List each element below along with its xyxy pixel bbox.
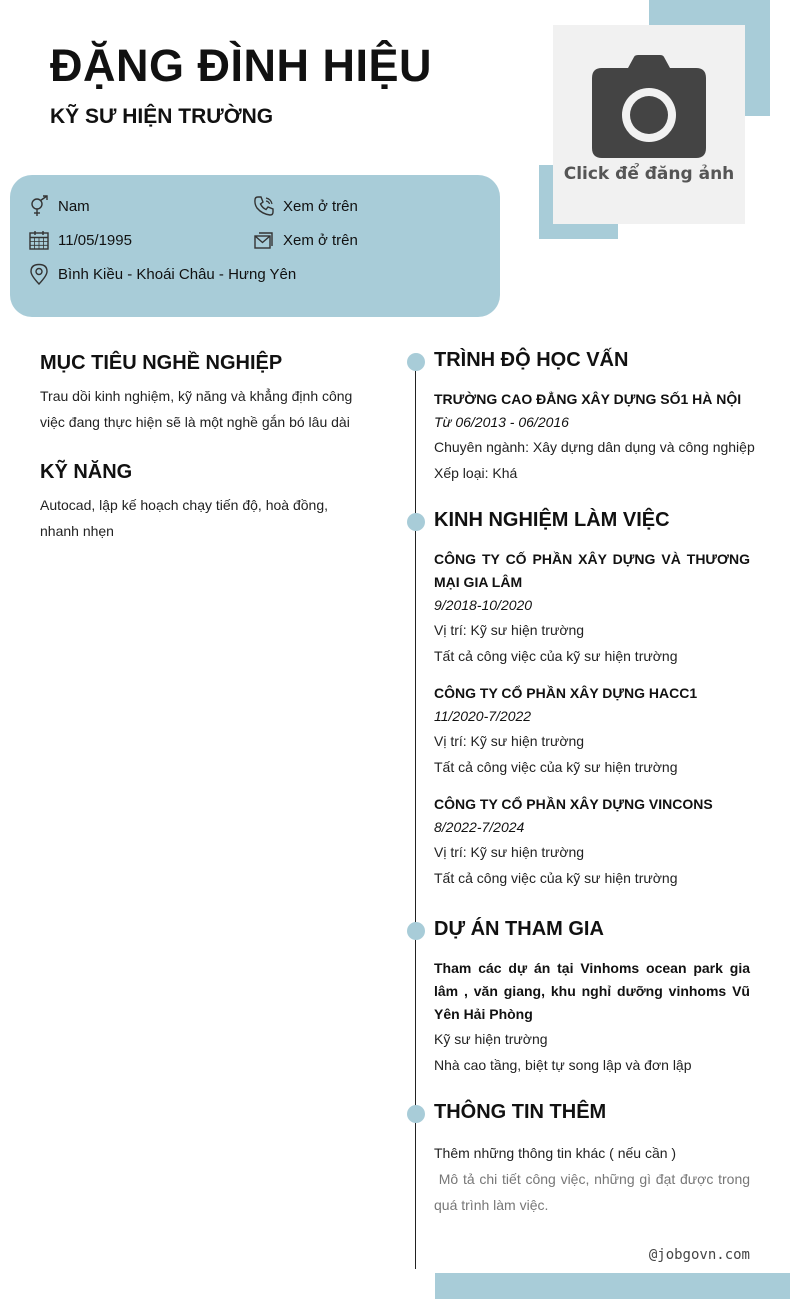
- candidate-name: ĐẶNG ĐÌNH HIỆU: [50, 40, 433, 91]
- photo-upload[interactable]: [553, 25, 745, 224]
- education-major: Chuyên ngành: Xây dựng dân dụng và công nghiệp: [434, 439, 755, 455]
- job-title: KỸ SƯ HIỆN TRƯỜNG: [50, 105, 274, 128]
- project-desc: Nhà cao tầng, biệt tự song lập và đơn lập: [434, 1057, 692, 1073]
- additional-title: THÔNG TIN THÊM: [434, 1101, 607, 1123]
- projects-section: [434, 918, 750, 1078]
- project-name: Tham các dự án tại Vinhoms ocean park gia lâm , văn giang, khu nghỉ dưỡng vinhoms Vũ Yên Hải Phòng: [434, 960, 750, 1022]
- contact-gender: [28, 194, 90, 218]
- experience-company: CÔNG TY CỔ PHẦN XÂY DỰNG VINCONS: [434, 796, 713, 812]
- education-title: TRÌNH ĐỘ HỌC VẤN: [434, 349, 629, 371]
- timeline-dot-additional: [407, 1105, 425, 1123]
- contact-birthday: [28, 228, 132, 252]
- experience-desc: Tất cả công việc của kỹ sư hiện trường: [434, 648, 678, 664]
- experience-period: 11/2020-7/2022: [434, 708, 532, 724]
- timeline-dot-projects: [407, 922, 425, 940]
- contact-birthday-value: 11/05/1995: [58, 231, 132, 249]
- gender-icon: [28, 195, 50, 217]
- project-role: Kỹ sư hiện trường: [434, 1031, 548, 1047]
- objective-text: Trau dồi kinh nghiệm, kỹ năng và khẳng định công việc đang thực hiện sẽ là một nghề gắn bó lâu dài: [40, 388, 353, 430]
- education-period: Từ 06/2013 - 06/2016: [434, 414, 569, 430]
- additional-text: Thêm những thông tin khác ( nếu cần ): [434, 1145, 677, 1161]
- timeline-dot-experience: [407, 513, 425, 531]
- objective-title: MỤC TIÊU NGHỀ NGHIỆP: [40, 352, 283, 374]
- experience-title: KINH NGHIỆM LÀM VIỆC: [434, 509, 670, 531]
- experience-item: [434, 793, 750, 891]
- timeline-line: [415, 358, 416, 1269]
- photo-upload-label: Click để đăng ảnh: [563, 164, 735, 184]
- education-section: [434, 349, 755, 486]
- contact-address: [28, 262, 296, 286]
- skills-title: KỸ NĂNG: [40, 461, 133, 483]
- contact-email: [253, 228, 358, 252]
- contact-email-value: Xem ở trên: [283, 231, 358, 249]
- decor-block-bottom: [435, 1273, 790, 1299]
- phone-icon: [253, 195, 275, 217]
- education-school: TRƯỜNG CAO ĐẲNG XÂY DỰNG SỐ1 HÀ NỘI: [434, 391, 742, 407]
- skills-text: Autocad, lập kế hoạch chạy tiến độ, hoà đồng, nhanh nhẹn: [40, 497, 328, 539]
- experience-period: 9/2018-10/2020: [434, 597, 533, 613]
- calendar-icon: [28, 229, 50, 251]
- experience-company: CÔNG TY CỐ PHẦN XÂY DỰNG VÀ THƯƠNG MẠI GIA LÂM: [434, 551, 750, 590]
- watermark: @jobgovn.com: [648, 1247, 750, 1263]
- experience-position: Vị trí: Kỹ sư hiện trường: [434, 622, 585, 638]
- location-pin-icon: [28, 263, 50, 285]
- contact-address-value: Bình Kiều - Khoái Châu - Hưng Yên: [58, 265, 297, 283]
- contact-info-box: [10, 175, 500, 317]
- experience-item: [434, 548, 750, 669]
- experience-item: [434, 682, 750, 780]
- education-grade: Xếp loại: Khá: [434, 465, 518, 481]
- additional-section: [434, 1101, 754, 1218]
- additional-hint: Mô tả chi tiết công việc, những gì đạt được trong quá trình làm việc.: [434, 1171, 754, 1213]
- objective-section: [40, 352, 370, 435]
- experience-company: CÔNG TY CỔ PHẦN XÂY DỰNG HACC1: [434, 685, 698, 701]
- experience-position: Vị trí: Kỹ sư hiện trường: [434, 844, 585, 860]
- skills-section: [40, 461, 370, 544]
- contact-gender-value: Nam: [58, 197, 90, 215]
- camera-icon: [592, 55, 706, 158]
- contact-phone-value: Xem ở trên: [283, 197, 358, 215]
- experience-section: [434, 509, 750, 891]
- email-icon: [253, 229, 275, 251]
- experience-period: 8/2022-7/2024: [434, 819, 525, 835]
- contact-phone: [253, 194, 358, 218]
- experience-desc: Tất cả công việc của kỹ sư hiện trường: [434, 759, 678, 775]
- projects-title: DỰ ÁN THAM GIA: [434, 918, 604, 940]
- experience-position: Vị trí: Kỹ sư hiện trường: [434, 733, 585, 749]
- timeline-dot-education: [407, 353, 425, 371]
- experience-desc: Tất cả công việc của kỹ sư hiện trường: [434, 870, 678, 886]
